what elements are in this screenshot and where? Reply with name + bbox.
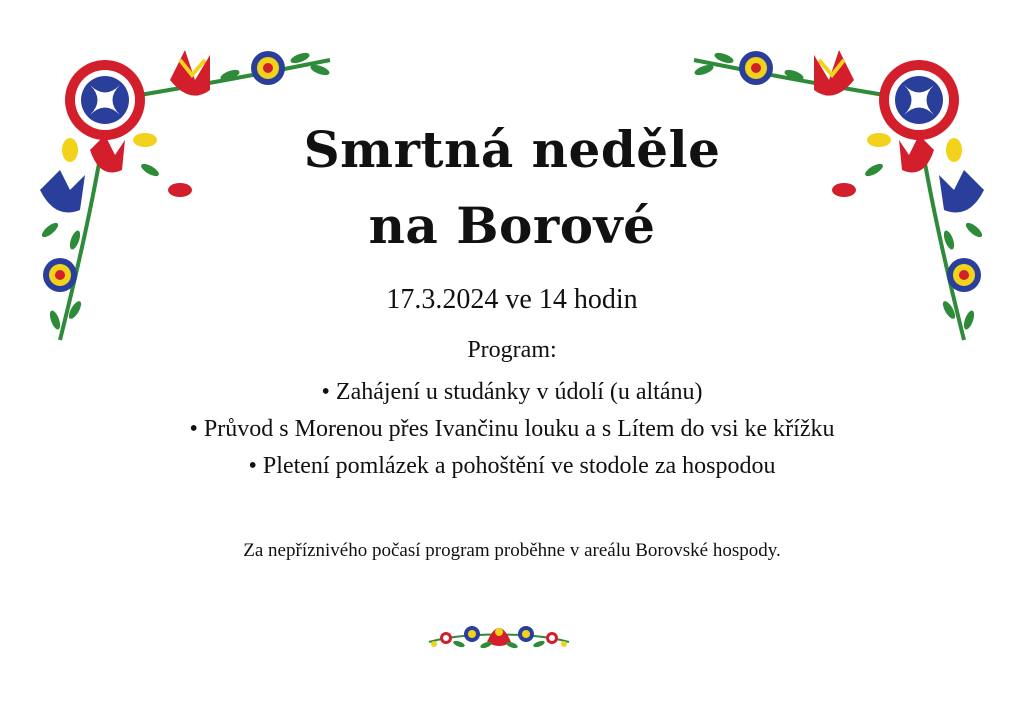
title-line-2: na Borové [368, 196, 656, 255]
poster-title [0, 112, 1024, 264]
list-item: • Pletení pomlázek a pohoštění ve stodole za hospodou [0, 448, 1024, 485]
title-line-1: Smrtná neděle [303, 120, 721, 179]
list-item: • Průvod s Morenou přes Ivančinu louku a s Lítem do vsi ke křížku [0, 411, 1024, 448]
program-list [0, 374, 1024, 485]
event-date: 17.3.2024 ve 14 hodin [386, 284, 638, 315]
weather-note: Za nepříznivého počasí program proběhne v areálu Borovské hospody. [243, 540, 781, 561]
program-label: Program: [467, 337, 557, 363]
list-item: • Zahájení u studánky v údolí (u altánu) [0, 374, 1024, 411]
folk-floral-border-icon [424, 612, 574, 658]
